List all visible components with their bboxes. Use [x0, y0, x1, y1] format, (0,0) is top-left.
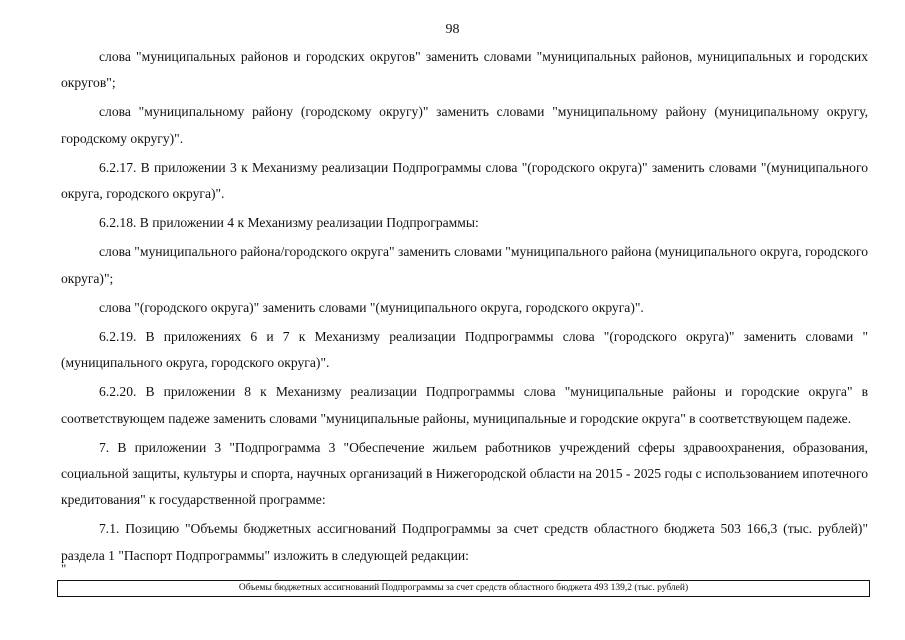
- paragraph: 6.2.18. В приложении 4 к Механизму реализации Подпрограммы:: [99, 215, 479, 231]
- paragraph: слова "муниципальных районов и городских округов" заменить словами "муниципальных районов, муниципальных и городских округов";: [61, 49, 868, 91]
- paragraph: 7. В приложении 3 "Подпрограмма 3 "Обеспечение жильем работников учреждений сферы здравоохранения, образования, социальной защиты, культуры и спорта, научных организаций в Нижегородской области на 2015 - 2025 годы с использованием ипотечного кредитования" к государственной программе:: [61, 439, 868, 508]
- paragraph: 6.2.19. В приложениях 6 и 7 к Механизму реализации Подпрограммы слова "(городского округа)" заменить словами "(муниципального округа, городского округа)".: [61, 329, 868, 371]
- paragraph: 6.2.20. В приложении 8 к Механизму реализации Подпрограммы слова "муниципальные районы и городские округа" в соответствующем падеже заменить словами "муниципальные районы, муниципальные и городские округа" в соответствующем падеже.: [61, 384, 868, 426]
- opening-quote-mark: ": [61, 561, 67, 576]
- paragraph: слова "муниципального района/городского округа" заменить словами "муниципального района (муниципального округа, городского округа)";: [61, 244, 868, 286]
- document-body: [61, 44, 868, 572]
- paragraph: слова "(городского округа)" заменить словами "(муниципального округа, городского округа)".: [99, 299, 644, 315]
- paragraph: 6.2.17. В приложении 3 к Механизму реализации Подпрограммы слова "(городского округа)" заменить словами "(муниципального округа, городского округа)".: [61, 159, 868, 202]
- paragraph: 7.1. Позицию "Объемы бюджетных ассигнований Подпрограммы за счет средств областного бюджета 503 166,3 (тыс. рублей)" раздела 1 "Паспорт Подпрограммы" изложить в следующей редакции:: [61, 521, 868, 563]
- budget-table-row: [57, 580, 870, 597]
- paragraph: слова "муниципальному району (городскому округу)" заменить словами "муниципальному району (муниципальному округу, городскому округу)".: [61, 104, 868, 146]
- page-number: 98: [445, 22, 460, 37]
- table-cell-text: Объемы бюджетных ассигнований Подпрограммы за счет средств областного бюджета 493 139,2 (тыс. рублей): [238, 583, 689, 593]
